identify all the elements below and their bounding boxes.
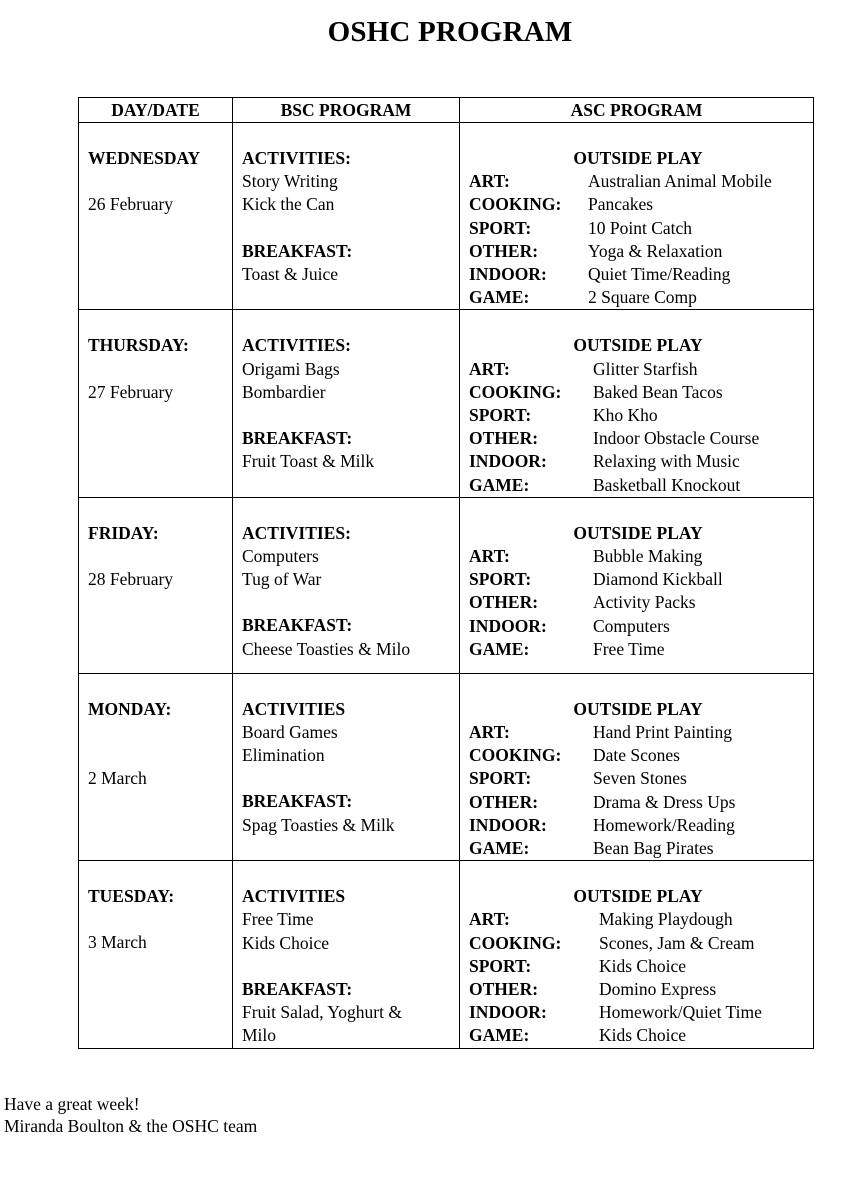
bsc-program-cell	[233, 497, 460, 673]
asc-category-label: SPORT:	[469, 955, 532, 976]
asc-category-label: INDOOR:	[469, 264, 547, 285]
asc-activity-value: 10 Point Catch	[588, 217, 693, 238]
asc-activity-value: Scones, Jam & Cream	[599, 932, 755, 953]
asc-activity-row	[469, 615, 807, 638]
asc-activity-value: Indoor Obstacle Course	[593, 428, 760, 449]
asc-program-cell	[460, 123, 814, 310]
day-date: 27 February	[88, 381, 174, 402]
breakfast-label: BREAKFAST:	[242, 615, 353, 636]
activity-item: Kids Choice	[242, 932, 330, 953]
asc-category-label: ART:	[469, 171, 510, 192]
asc-activity-value: Quiet Time/Reading	[588, 264, 731, 285]
asc-category-label: ART:	[469, 722, 510, 743]
bsc-program-cell	[233, 123, 460, 310]
asc-category-label: ART:	[469, 546, 510, 567]
asc-activity-row	[469, 1024, 807, 1047]
breakfast-item: Milo	[242, 1025, 277, 1046]
breakfast-item: Cheese Toasties & Milo	[242, 638, 411, 659]
asc-activity-row	[469, 932, 807, 955]
day-date-cell	[79, 123, 233, 310]
asc-program-cell	[460, 310, 814, 497]
activities-label: ACTIVITIES:	[242, 148, 351, 168]
activity-item: Origami Bags	[242, 358, 340, 379]
asc-category-label: ART:	[469, 358, 510, 379]
activities-label: ACTIVITIES:	[242, 522, 351, 543]
page-title: OSHC PROGRAM	[327, 16, 573, 48]
asc-category-label: COOKING:	[469, 381, 562, 402]
breakfast-label: BREAKFAST:	[242, 978, 353, 999]
asc-category-label: INDOOR:	[469, 814, 547, 835]
footer-greeting: Have a great week!	[4, 1094, 140, 1114]
asc-activity-value: Yoga & Relaxation	[588, 240, 723, 261]
asc-activity-value: Homework/Quiet Time	[599, 1002, 762, 1023]
day-name: FRIDAY:	[88, 522, 159, 543]
asc-activity-row	[469, 381, 807, 404]
asc-category-label: INDOOR:	[469, 1002, 547, 1023]
asc-activity-row	[469, 721, 807, 744]
asc-activity-row	[469, 427, 807, 450]
asc-activity-row	[469, 450, 807, 473]
asc-activity-value: Kho Kho	[593, 405, 658, 426]
asc-category-label: GAME:	[469, 287, 530, 308]
asc-category-label: COOKING:	[469, 932, 562, 953]
asc-category-label: INDOOR:	[469, 615, 547, 636]
asc-category-label: OTHER:	[469, 592, 539, 613]
asc-activity-value: Computers	[593, 615, 670, 636]
table-row	[79, 861, 814, 1048]
asc-activity-row	[469, 568, 807, 591]
asc-activity-value: Kids Choice	[599, 1025, 687, 1046]
breakfast-item: Spag Toasties & Milk	[242, 814, 395, 835]
day-date-cell	[79, 673, 233, 860]
activity-item: Board Games	[242, 722, 338, 743]
asc-heading: OUTSIDE PLAY	[573, 886, 703, 907]
breakfast-label: BREAKFAST:	[242, 428, 353, 449]
asc-activity-value: Seven Stones	[593, 768, 687, 789]
program-table	[78, 97, 814, 1049]
program-table-body	[79, 123, 814, 1049]
breakfast-item: Fruit Toast & Milk	[242, 451, 375, 472]
asc-activity-row	[469, 240, 807, 263]
asc-activity-value: Drama & Dress Ups	[593, 791, 736, 812]
header-asc-program: ASC PROGRAM	[460, 98, 814, 123]
asc-activity-value: Australian Animal Mobile	[588, 171, 772, 192]
table-row	[79, 310, 814, 497]
asc-activity-value: Domino Express	[599, 979, 717, 1000]
bsc-program-cell	[233, 861, 460, 1048]
asc-category-label: GAME:	[469, 1025, 530, 1046]
breakfast-label: BREAKFAST:	[242, 240, 353, 261]
asc-activity-value: Kids Choice	[599, 955, 687, 976]
day-date: 2 March	[88, 768, 147, 789]
asc-activity-value: Hand Print Painting	[593, 722, 733, 743]
asc-activity-row	[469, 837, 807, 860]
asc-category-label: SPORT:	[469, 405, 532, 426]
asc-category-label: OTHER:	[469, 791, 539, 812]
activity-item: Free Time	[242, 909, 314, 930]
asc-activity-row	[469, 217, 807, 240]
asc-program-cell	[460, 673, 814, 860]
asc-activity-row	[469, 474, 807, 497]
asc-activity-row	[469, 286, 807, 309]
activities-label: ACTIVITIES	[242, 886, 346, 907]
table-row	[79, 497, 814, 673]
asc-category-label: OTHER:	[469, 979, 539, 1000]
asc-activity-row	[469, 791, 807, 814]
asc-activity-value: Making Playdough	[599, 909, 733, 930]
asc-category-label: OTHER:	[469, 428, 539, 449]
asc-activity-value: Bubble Making	[593, 546, 703, 567]
header-bsc-program: BSC PROGRAM	[233, 98, 460, 123]
asc-category-label: GAME:	[469, 838, 530, 859]
bsc-program-cell	[233, 310, 460, 497]
asc-activity-value: Pancakes	[588, 194, 654, 215]
day-name: MONDAY:	[88, 698, 172, 719]
bsc-program-cell	[233, 673, 460, 860]
footer	[4, 1093, 257, 1137]
table-row	[79, 123, 814, 310]
day-name: WEDNESDAY	[88, 148, 201, 168]
asc-category-label: GAME:	[469, 474, 530, 495]
asc-category-label: COOKING:	[469, 745, 562, 766]
asc-activity-row	[469, 638, 807, 661]
asc-category-label: OTHER:	[469, 240, 539, 261]
table-row	[79, 673, 814, 860]
asc-activity-value: Glitter Starfish	[593, 358, 698, 379]
day-date: 28 February	[88, 569, 174, 590]
day-date-cell	[79, 497, 233, 673]
breakfast-label: BREAKFAST:	[242, 791, 353, 812]
asc-category-label: COOKING:	[469, 194, 562, 215]
breakfast-item: Fruit Salad, Yoghurt &	[242, 1002, 402, 1023]
footer-signature: Miranda Boulton & the OSHC team	[4, 1116, 258, 1136]
asc-activity-row	[469, 591, 807, 614]
asc-category-label: ART:	[469, 909, 510, 930]
activity-item: Elimination	[242, 745, 325, 766]
asc-activity-value: Activity Packs	[593, 592, 696, 613]
asc-activity-value: Diamond Kickball	[593, 569, 723, 590]
activities-label: ACTIVITIES	[242, 698, 346, 719]
asc-category-label: GAME:	[469, 638, 530, 659]
asc-heading: OUTSIDE PLAY	[573, 698, 703, 719]
asc-activity-row	[469, 263, 807, 286]
asc-category-label: SPORT:	[469, 217, 532, 238]
asc-activity-value: Bean Bag Pirates	[593, 838, 714, 859]
asc-activity-row	[469, 744, 807, 767]
breakfast-item: Toast & Juice	[242, 263, 338, 284]
table-header-row	[79, 98, 814, 123]
header-day-date: DAY/DATE	[79, 98, 233, 123]
activity-item: Computers	[242, 546, 319, 567]
activities-label: ACTIVITIES:	[242, 335, 351, 356]
activity-item: Story Writing	[242, 171, 338, 192]
asc-activity-row	[469, 193, 807, 216]
asc-activity-row	[469, 404, 807, 427]
asc-activity-value: Relaxing with Music	[593, 451, 740, 472]
asc-activity-row	[469, 358, 807, 381]
activity-item: Bombardier	[242, 381, 326, 402]
asc-activity-value: Free Time	[593, 638, 665, 659]
asc-activity-row	[469, 545, 807, 568]
asc-activity-row	[469, 955, 807, 978]
asc-heading: OUTSIDE PLAY	[573, 522, 703, 543]
asc-activity-value: Baked Bean Tacos	[593, 381, 723, 402]
day-name: THURSDAY:	[88, 335, 189, 356]
asc-activity-value: Homework/Reading	[593, 814, 735, 835]
asc-category-label: SPORT:	[469, 768, 532, 789]
day-date: 26 February	[88, 194, 174, 215]
asc-category-label: INDOOR:	[469, 451, 547, 472]
asc-activity-row	[469, 978, 807, 1001]
asc-program-cell	[460, 861, 814, 1048]
asc-category-label: SPORT:	[469, 569, 532, 590]
day-date: 3 March	[88, 932, 147, 953]
asc-heading: OUTSIDE PLAY	[573, 335, 703, 356]
day-date-cell	[79, 861, 233, 1048]
asc-activity-row	[469, 814, 807, 837]
asc-activity-value: Date Scones	[593, 745, 680, 766]
asc-activity-row	[469, 170, 807, 193]
asc-activity-value: Basketball Knockout	[593, 474, 741, 495]
asc-activity-row	[469, 767, 807, 790]
day-name: TUESDAY:	[88, 886, 175, 907]
asc-heading: OUTSIDE PLAY	[573, 148, 703, 168]
asc-activity-row	[469, 1001, 807, 1024]
asc-activity-value: 2 Square Comp	[588, 287, 697, 308]
day-date-cell	[79, 310, 233, 497]
activity-item: Tug of War	[242, 569, 322, 590]
activity-item: Kick the Can	[242, 194, 335, 215]
asc-activity-row	[469, 908, 807, 931]
asc-program-cell	[460, 497, 814, 673]
